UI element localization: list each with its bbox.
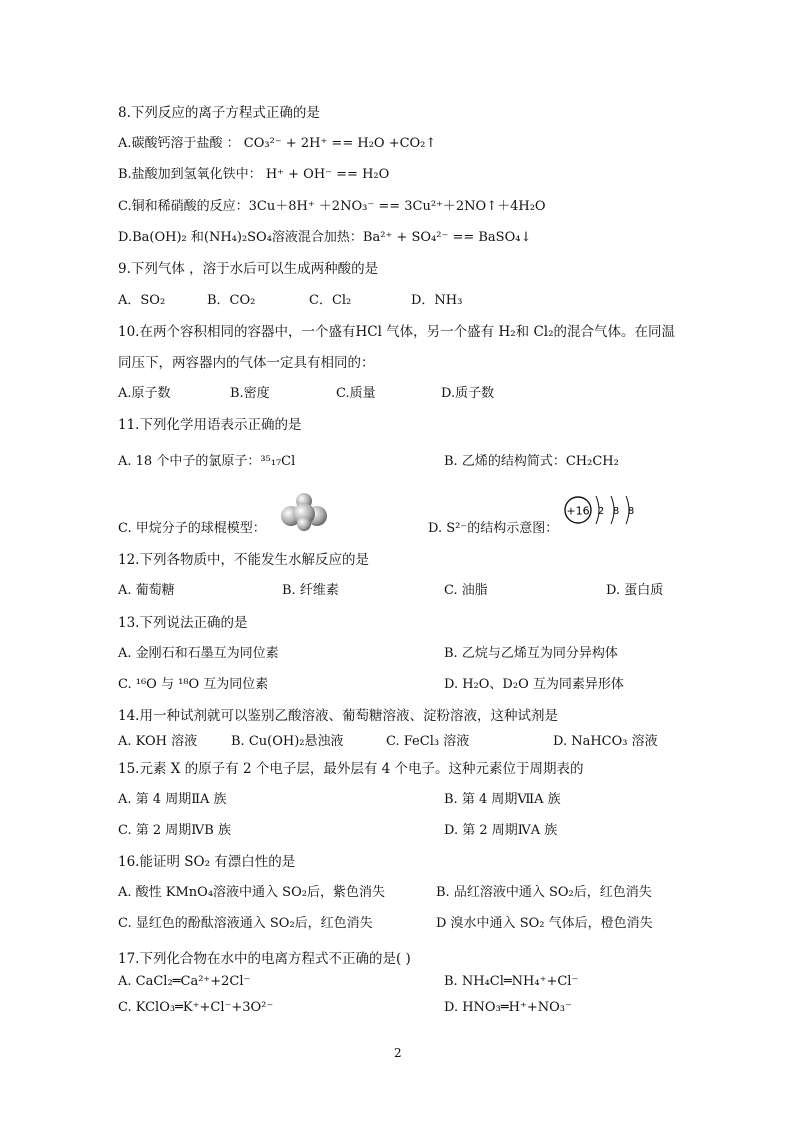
- shell-3-count: 8: [627, 506, 635, 517]
- question-16-stem: 16.能证明 SO₂ 有漂白性的是: [118, 854, 296, 870]
- q10-option-b: B.密度: [230, 386, 270, 401]
- q9-option-d: D．NH₃: [411, 293, 463, 308]
- page-number: 2: [394, 1046, 402, 1060]
- question-17-stem: 17.下列化合物在水中的电离方程式不正确的是( ): [118, 951, 411, 967]
- q11-option-a: A. 18 个中子的氯原子：³⁵₁₇Cl: [118, 454, 296, 469]
- shell-2-count: 8: [612, 506, 620, 517]
- q12-option-a: A. 葡萄糖: [118, 583, 175, 598]
- q9-option-c: C．Cl₂: [309, 293, 352, 308]
- q8-option-a: A.碳酸钙溶于盐酸 ： CO₃²⁻ + 2H⁺ == H₂O +CO₂↑: [118, 136, 437, 151]
- q15-option-c: C. 第 2 周期ⅣB 族: [118, 823, 231, 838]
- q14-option-d: D. NaHCO₃ 溶液: [553, 734, 658, 749]
- q11-option-d: D. S²⁻的结构示意图：: [428, 521, 559, 536]
- q11-option-c: C. 甲烷分子的球棍模型：: [118, 521, 266, 536]
- q8-option-d: D.Ba(OH)₂ 和(NH₄)₂SO₄溶液混合加热：Ba²⁺ + SO₄²⁻ == BaSO₄↓: [118, 230, 532, 245]
- q10-option-c: C.质量: [336, 386, 376, 401]
- question-15-stem: 15.元素 X 的原子有 2 个电子层，最外层有 4 个电子。这种元素位于周期表的: [118, 761, 584, 777]
- methane-ball-stick-model: [280, 492, 328, 532]
- q16-option-d: D 溴水中通入 SO₂ 气体后，橙色消失: [436, 916, 653, 931]
- q17-option-d: D. HNO₃═H⁺+NO₃⁻: [444, 1000, 572, 1015]
- q10-option-a: A.原子数: [118, 386, 171, 401]
- question-14-stem: 14.用一种试剂就可以鉴别乙酸溶液、葡萄糖溶液、淀粉溶液，这种试剂是: [118, 708, 558, 724]
- q8-option-b: B.盐酸加到氢氧化铁中： H⁺ + OH⁻ == H₂O: [118, 167, 390, 182]
- q9-option-a: A．SO₂: [118, 293, 166, 308]
- q15-option-d: D. 第 2 周期ⅣA 族: [444, 823, 558, 838]
- question-9-stem: 9.下列气体 ，溶于水后可以生成两种酸的是: [118, 261, 379, 277]
- shell-1-count: 2: [597, 506, 605, 517]
- q12-option-b: B. 纤维素: [282, 583, 339, 598]
- q12-option-c: C. 油脂: [444, 583, 488, 598]
- q13-option-b: B. 乙烷与乙烯互为同分异构体: [444, 646, 618, 661]
- q16-option-c: C. 显红色的酚酞溶液通入 SO₂后，红色消失: [118, 916, 373, 931]
- q14-option-b: B. Cu(OH)₂悬浊液: [231, 734, 344, 749]
- sulfide-ion-structure-diagram: [562, 490, 642, 530]
- q13-option-d: D. H₂O、D₂O 互为同素异形体: [444, 677, 624, 692]
- q15-option-a: A. 第 4 周期ⅡA 族: [118, 792, 227, 807]
- nucleus-charge: +16: [566, 504, 590, 518]
- q9-option-b: B．CO₂: [207, 293, 256, 308]
- q11-option-b: B. 乙烯的结构简式：CH₂CH₂: [444, 454, 619, 469]
- question-11-stem: 11.下列化学用语表示正确的是: [118, 417, 302, 433]
- q17-option-b: B. NH₄Cl═NH₄⁺+Cl⁻: [444, 974, 579, 989]
- q12-option-d: D. 蛋白质: [606, 583, 664, 598]
- q16-option-b: B. 品红溶液中通入 SO₂后，红色消失: [436, 885, 652, 900]
- q13-option-c: C. ¹⁶O 与 ¹⁸O 互为同位素: [118, 677, 269, 692]
- question-12-stem: 12.下列各物质中，不能发生水解反应的是: [118, 552, 369, 568]
- q14-option-a: A. KOH 溶液: [118, 734, 198, 749]
- question-10-stem-continued: 同压下，两容器内的气体一定具有相同的：: [118, 355, 375, 371]
- q10-option-d: D.质子数: [441, 386, 495, 401]
- q14-option-c: C. FeCl₃ 溶液: [386, 734, 470, 749]
- q17-option-c: C. KClO₃═K⁺+Cl⁻+3O²⁻: [118, 1000, 274, 1015]
- q17-option-a: A. CaCl₂═Ca²⁺+2Cl⁻: [118, 974, 251, 989]
- q8-option-c: C.铜和稀硝酸的反应：3Cu＋8H⁺ ＋2NO₃⁻ == 3Cu²⁺＋2NO↑＋4H₂O: [118, 199, 546, 214]
- question-8-stem: 8.下列反应的离子方程式正确的是: [118, 105, 320, 121]
- q13-option-a: A. 金刚石和石墨互为同位素: [118, 646, 279, 661]
- question-10-stem: 10.在两个容积相同的容器中，一个盛有HCl 气体，另一个盛有 H₂和 Cl₂的混合气体。在同温: [118, 324, 676, 340]
- question-13-stem: 13.下列说法正确的是: [118, 615, 248, 631]
- q16-option-a: A. 酸性 KMnO₄溶液中通入 SO₂后，紫色消失: [118, 885, 385, 900]
- q15-option-b: B. 第 4 周期ⅦA 族: [444, 792, 561, 807]
